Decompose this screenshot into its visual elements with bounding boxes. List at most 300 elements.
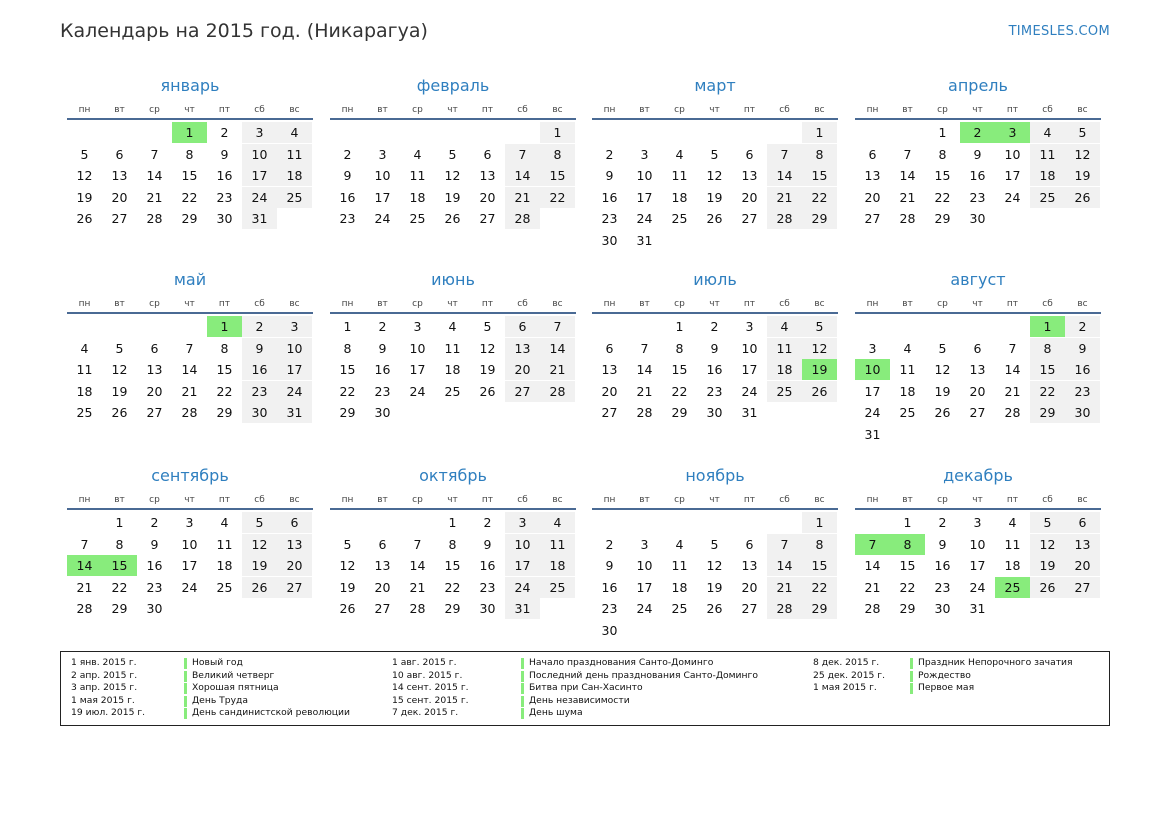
header-divider: [592, 118, 838, 120]
day-cell: 27: [111, 211, 128, 227]
day-cell: 14: [505, 165, 540, 186]
month-4: [67, 270, 313, 470]
day-cell: 15: [934, 168, 951, 184]
day-cell: 13: [146, 362, 163, 378]
month-9: [330, 466, 576, 666]
day-cell: 28: [146, 211, 163, 227]
day-cell: 11: [671, 168, 688, 184]
day-cell: 16: [216, 168, 233, 184]
day-cell: 4: [903, 340, 912, 356]
day-cell: 22: [802, 577, 837, 598]
day-cell: 16: [374, 362, 391, 378]
day-cell: 3: [868, 340, 877, 356]
day-cell: 3: [973, 515, 982, 530]
holiday-date: 8 дек. 2015 г.: [813, 657, 880, 668]
day-cell: 1: [675, 319, 684, 334]
legend-item: [392, 682, 772, 695]
day-cell: 11: [76, 362, 93, 378]
weekday-header: вт: [639, 105, 650, 115]
day-cell: 15: [540, 165, 575, 186]
day-cell: 11: [409, 168, 426, 184]
day-cell: 19: [76, 189, 93, 205]
day-cell: 19: [444, 189, 461, 205]
month-name: сентябрь: [151, 466, 229, 485]
day-cell: 13: [864, 168, 881, 184]
day-cell: 8: [343, 340, 352, 356]
day-cell: 27: [146, 405, 163, 421]
day-cell: 1: [448, 515, 457, 530]
day-cell: 28: [540, 381, 575, 402]
day-cell: 10: [1004, 146, 1021, 162]
day-cell: 1: [802, 512, 837, 533]
day-cell: 6: [973, 340, 982, 356]
day-cell: 11: [277, 144, 312, 165]
day-cell: 26: [479, 383, 496, 399]
holiday-name: Рождество: [918, 669, 971, 681]
day-cell: 27: [864, 211, 881, 227]
day-cell: 2: [150, 515, 159, 530]
day-cell: 31: [636, 233, 653, 248]
day-cell: 3: [242, 122, 277, 143]
weekday-header: чт: [972, 105, 983, 115]
weekday-header: вт: [377, 495, 388, 505]
day-cell: 3: [378, 146, 387, 162]
holiday-day-cell: 15: [102, 555, 137, 576]
day-cell: 9: [605, 558, 614, 574]
day-cell: 15: [1030, 359, 1065, 380]
day-cell: 21: [767, 577, 802, 598]
legend-column: [813, 657, 1169, 695]
day-cell: 21: [76, 579, 93, 595]
day-cell: 3: [185, 515, 194, 530]
day-cell: 29: [216, 405, 233, 421]
day-cell: 27: [374, 601, 391, 617]
weekday-header: вс: [552, 495, 563, 505]
holiday-date: 10 авг. 2015 г.: [392, 669, 463, 681]
day-cell: 18: [444, 362, 461, 378]
day-cell: 22: [1030, 381, 1065, 402]
day-cell: 10: [505, 534, 540, 555]
day-cell: 3: [413, 319, 422, 334]
day-cell: 19: [706, 189, 723, 205]
day-cell: 4: [675, 146, 684, 162]
day-cell: 18: [216, 558, 233, 574]
day-cell: 22: [111, 579, 128, 595]
day-cell: 7: [903, 146, 912, 162]
day-cell: 5: [938, 340, 947, 356]
day-cell: 14: [767, 165, 802, 186]
weekday-header: сб: [254, 105, 265, 115]
day-cell: 7: [185, 340, 194, 356]
day-cell: 5: [710, 146, 719, 162]
weekday-header: пт: [743, 299, 756, 309]
day-cell: 10: [741, 340, 758, 356]
day-cell: 3: [640, 146, 649, 162]
day-cell: 6: [150, 340, 159, 356]
day-cell: 13: [374, 558, 391, 574]
weekday-header: ср: [149, 299, 160, 309]
month-name: май: [173, 270, 207, 289]
day-cell: 16: [1065, 359, 1100, 380]
holiday-name: Битва при Сан-Хасинто: [529, 682, 643, 693]
month-2: [592, 76, 838, 276]
day-cell: 12: [706, 168, 723, 184]
weekday-header: вт: [377, 299, 388, 309]
day-cell: 6: [868, 146, 877, 162]
day-cell: 31: [969, 601, 986, 617]
weekday-header: пт: [1006, 299, 1019, 309]
holiday-day-cell: 8: [890, 534, 925, 555]
day-cell: 8: [1030, 338, 1065, 359]
day-cell: 20: [1065, 555, 1100, 576]
day-cell: 24: [181, 579, 198, 595]
day-cell: 3: [640, 536, 649, 552]
weekday-header: вс: [1077, 495, 1088, 505]
day-cell: 15: [216, 362, 233, 378]
day-cell: 29: [802, 208, 837, 229]
day-cell: 29: [899, 601, 916, 617]
weekday-header: пн: [866, 299, 879, 309]
weekday-header: чт: [709, 495, 720, 505]
day-cell: 24: [969, 579, 986, 595]
holiday-marker: [910, 671, 913, 682]
day-cell: 2: [605, 536, 614, 552]
day-cell: 26: [1065, 187, 1100, 208]
weekday-header: чт: [184, 299, 195, 309]
day-cell: 12: [76, 168, 93, 184]
weekday-header: пт: [1006, 105, 1019, 115]
brand-link[interactable]: TIMESLES.COM: [1008, 24, 1110, 39]
day-cell: 27: [969, 405, 986, 421]
day-cell: 9: [1065, 338, 1100, 359]
day-cell: 17: [277, 359, 312, 380]
day-cell: 14: [899, 168, 916, 184]
weekday-header: пн: [341, 299, 354, 309]
day-cell: 20: [864, 189, 881, 205]
day-cell: 5: [80, 146, 89, 162]
weekday-header: ср: [149, 105, 160, 115]
day-cell: 25: [767, 381, 802, 402]
day-cell: 23: [216, 189, 233, 205]
day-cell: 10: [636, 558, 653, 574]
day-cell: 29: [1030, 402, 1065, 423]
holiday-day-cell: 2: [960, 122, 995, 143]
day-cell: 6: [745, 146, 754, 162]
day-cell: 13: [741, 168, 758, 184]
day-cell: 4: [220, 515, 229, 530]
legend-item: [392, 670, 772, 683]
day-cell: 15: [444, 558, 461, 574]
day-cell: 2: [938, 515, 947, 530]
day-cell: 16: [969, 168, 986, 184]
day-cell: 7: [767, 144, 802, 165]
day-cell: 22: [802, 187, 837, 208]
holiday-date: 1 авг. 2015 г.: [392, 657, 457, 668]
holiday-day-cell: 10: [855, 359, 890, 380]
day-cell: 14: [1004, 362, 1021, 378]
holiday-date: 1 мая 2015 г.: [71, 694, 135, 706]
header-divider: [592, 508, 838, 510]
day-cell: 21: [409, 579, 426, 595]
day-cell: 29: [339, 405, 356, 421]
day-cell: 28: [409, 601, 426, 617]
day-cell: 16: [479, 558, 496, 574]
day-cell: 17: [864, 383, 881, 399]
holiday-marker: [521, 671, 524, 682]
day-cell: 18: [277, 165, 312, 186]
day-cell: 12: [479, 340, 496, 356]
day-cell: 19: [339, 579, 356, 595]
day-cell: 11: [767, 338, 802, 359]
day-cell: 18: [671, 189, 688, 205]
day-cell: 13: [111, 168, 128, 184]
month-5: [330, 270, 576, 470]
weekday-header: чт: [972, 299, 983, 309]
day-cell: 10: [636, 168, 653, 184]
day-cell: 12: [1065, 144, 1100, 165]
day-cell: 24: [741, 383, 758, 399]
day-cell: 30: [479, 601, 496, 617]
month-name: февраль: [416, 76, 490, 95]
day-cell: 5: [483, 319, 492, 334]
day-cell: 31: [505, 598, 540, 619]
legend-item: [392, 695, 772, 708]
day-cell: 6: [605, 340, 614, 356]
weekday-header: вс: [814, 299, 825, 309]
weekday-header: ср: [674, 105, 685, 115]
day-cell: 30: [969, 211, 986, 227]
day-cell: 19: [111, 383, 128, 399]
day-cell: 15: [899, 558, 916, 574]
day-cell: 24: [864, 405, 881, 421]
holiday-marker: [521, 683, 524, 694]
day-cell: 1: [903, 515, 912, 530]
weekday-header: сб: [517, 495, 528, 505]
day-cell: 7: [640, 340, 649, 356]
day-cell: 2: [242, 316, 277, 337]
day-cell: 2: [605, 146, 614, 162]
weekday-header: вт: [902, 299, 913, 309]
day-cell: 18: [540, 555, 575, 576]
weekday-header: чт: [447, 299, 458, 309]
day-cell: 21: [505, 187, 540, 208]
day-cell: 20: [601, 383, 618, 399]
day-cell: 21: [899, 189, 916, 205]
day-cell: 26: [76, 211, 93, 227]
day-cell: 6: [277, 512, 312, 533]
weekday-header: сб: [517, 299, 528, 309]
legend-item: [392, 707, 772, 720]
day-cell: 12: [934, 362, 951, 378]
weekday-header: вт: [639, 495, 650, 505]
day-cell: 28: [76, 601, 93, 617]
day-cell: 3: [745, 319, 754, 334]
weekday-header: пн: [603, 105, 616, 115]
day-cell: 24: [277, 381, 312, 402]
day-cell: 1: [115, 515, 124, 530]
day-cell: 23: [969, 189, 986, 205]
day-cell: 22: [934, 189, 951, 205]
month-name: июнь: [431, 270, 475, 289]
weekday-header: ср: [674, 495, 685, 505]
day-cell: 29: [671, 405, 688, 421]
weekday-header: пт: [481, 299, 494, 309]
holiday-date: 2 апр. 2015 г.: [71, 669, 138, 681]
day-cell: 27: [741, 211, 758, 227]
month-6: [592, 270, 838, 470]
weekday-header: сб: [779, 299, 790, 309]
weekday-header: вс: [1077, 105, 1088, 115]
day-cell: 8: [540, 144, 575, 165]
month-name: апрель: [948, 76, 1008, 95]
day-cell: 29: [802, 598, 837, 619]
day-cell: 27: [479, 211, 496, 227]
weekday-header: сб: [1042, 299, 1053, 309]
legend-item: [813, 657, 1169, 670]
weekday-header: вс: [289, 299, 300, 309]
weekday-header: пн: [341, 495, 354, 505]
weekday-header: пт: [481, 495, 494, 505]
weekday-header: вс: [289, 105, 300, 115]
holiday-marker: [184, 671, 187, 682]
day-cell: 31: [864, 427, 881, 442]
holiday-marker: [184, 708, 187, 719]
day-cell: 3: [505, 512, 540, 533]
day-cell: 26: [802, 381, 837, 402]
day-cell: 23: [934, 579, 951, 595]
header-divider: [67, 508, 313, 510]
month-name: декабрь: [943, 466, 1013, 485]
weekday-header: вт: [902, 495, 913, 505]
day-cell: 21: [540, 359, 575, 380]
weekday-header: пн: [866, 495, 879, 505]
weekday-header: сб: [779, 105, 790, 115]
holiday-date: 1 мая 2015 г.: [813, 682, 877, 693]
weekday-header: пт: [218, 299, 231, 309]
day-cell: 15: [181, 168, 198, 184]
day-cell: 11: [216, 536, 233, 552]
day-cell: 9: [378, 340, 387, 356]
day-cell: 16: [146, 558, 163, 574]
day-cell: 25: [1030, 187, 1065, 208]
day-cell: 5: [448, 146, 457, 162]
day-cell: 19: [479, 362, 496, 378]
weekday-header: сб: [254, 495, 265, 505]
day-cell: 11: [1004, 536, 1021, 552]
weekday-header: сб: [1042, 495, 1053, 505]
holiday-name: Новый год: [192, 657, 243, 668]
day-cell: 31: [741, 405, 758, 421]
weekday-header: пн: [78, 299, 91, 309]
day-cell: 21: [181, 383, 198, 399]
weekday-header: вт: [639, 299, 650, 309]
day-cell: 4: [277, 122, 312, 143]
header-divider: [855, 118, 1101, 120]
day-cell: 25: [899, 405, 916, 421]
weekday-header: сб: [254, 299, 265, 309]
holiday-marker: [910, 683, 913, 694]
day-cell: 17: [242, 165, 277, 186]
weekday-header: ср: [674, 299, 685, 309]
holiday-name: День сандинистской революции: [192, 707, 350, 718]
day-cell: 26: [706, 601, 723, 617]
day-cell: 14: [767, 555, 802, 576]
holiday-day-cell: 1: [207, 316, 242, 337]
day-cell: 11: [1030, 144, 1065, 165]
weekday-header: ср: [937, 299, 948, 309]
day-cell: 21: [767, 187, 802, 208]
weekday-header: пт: [481, 105, 494, 115]
day-cell: 31: [242, 208, 277, 229]
day-cell: 9: [710, 340, 719, 356]
day-cell: 28: [636, 405, 653, 421]
day-cell: 25: [444, 383, 461, 399]
day-cell: 19: [242, 555, 277, 576]
weekday-header: пт: [1006, 495, 1019, 505]
day-cell: 4: [413, 146, 422, 162]
day-cell: 22: [540, 187, 575, 208]
day-cell: 17: [409, 362, 426, 378]
weekday-header: ср: [412, 495, 423, 505]
day-cell: 20: [479, 189, 496, 205]
legend-column: [392, 657, 772, 720]
day-cell: 12: [444, 168, 461, 184]
day-cell: 20: [741, 189, 758, 205]
holiday-date: 14 сент. 2015 г.: [392, 682, 469, 693]
day-cell: 2: [710, 319, 719, 334]
day-cell: 22: [339, 383, 356, 399]
month-3: [855, 76, 1101, 276]
weekday-header: сб: [1042, 105, 1053, 115]
header-divider: [67, 312, 313, 314]
month-10: [592, 466, 838, 666]
day-cell: 19: [1030, 555, 1065, 576]
day-cell: 24: [409, 383, 426, 399]
day-cell: 26: [242, 577, 277, 598]
day-cell: 5: [242, 512, 277, 533]
day-cell: 17: [1004, 168, 1021, 184]
month-name: январь: [160, 76, 220, 95]
day-cell: 23: [706, 383, 723, 399]
day-cell: 29: [934, 211, 951, 227]
day-cell: 9: [483, 536, 492, 552]
holiday-name: Праздник Непорочного зачатия: [918, 657, 1073, 668]
weekday-header: вт: [114, 105, 125, 115]
day-cell: 20: [374, 579, 391, 595]
weekday-header: чт: [972, 495, 983, 505]
day-cell: 20: [111, 189, 128, 205]
day-cell: 16: [601, 189, 618, 205]
day-cell: 8: [185, 146, 194, 162]
holiday-day-cell: 25: [995, 577, 1030, 598]
day-cell: 22: [181, 189, 198, 205]
holiday-name: Великий четверг: [192, 669, 275, 681]
holiday-marker: [521, 708, 524, 719]
day-cell: 5: [115, 340, 124, 356]
header-divider: [592, 312, 838, 314]
day-cell: 28: [181, 405, 198, 421]
day-cell: 2: [378, 319, 387, 334]
month-11: [855, 466, 1101, 666]
day-cell: 4: [767, 316, 802, 337]
day-cell: 10: [181, 536, 198, 552]
day-cell: 27: [1065, 577, 1100, 598]
holiday-marker: [184, 696, 187, 707]
day-cell: 6: [1065, 512, 1100, 533]
holiday-legend: [60, 651, 1110, 726]
month-name: март: [694, 76, 736, 95]
day-cell: 8: [448, 536, 457, 552]
